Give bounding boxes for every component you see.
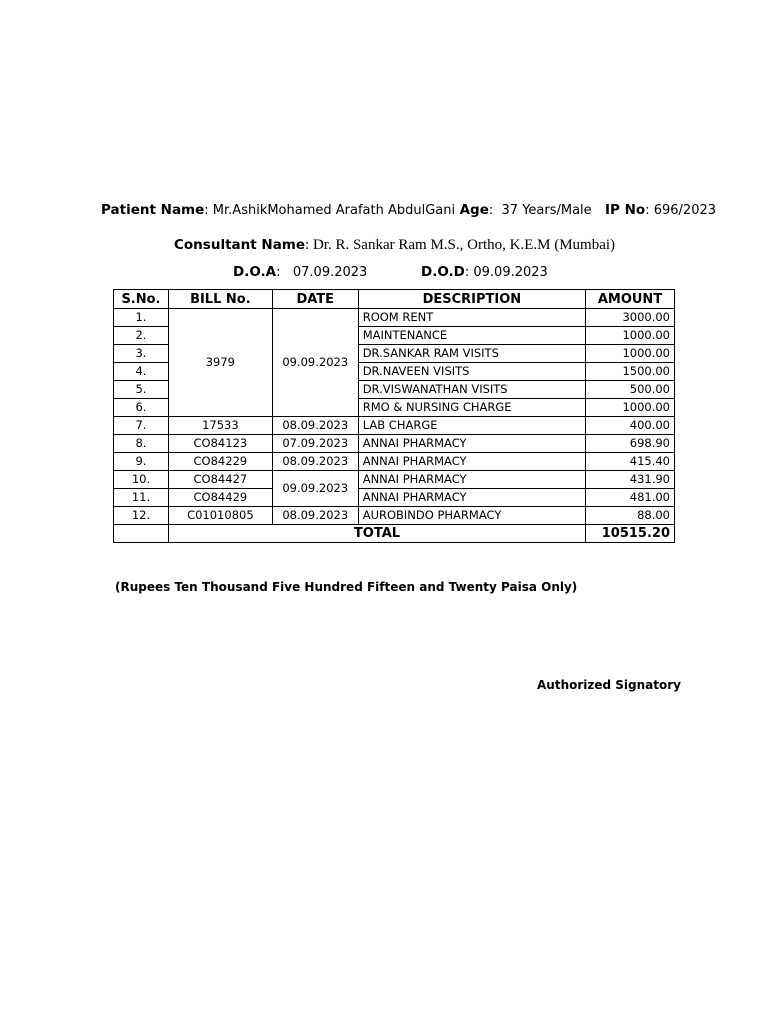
consultant-label: Consultant Name <box>174 237 306 253</box>
cell-amount: 415.40 <box>586 453 675 471</box>
table-row <box>114 507 675 525</box>
cell-sno: 7. <box>114 417 169 435</box>
cell-bill-no: 17533 <box>168 417 272 435</box>
cell-description: MAINTENANCE <box>358 327 585 345</box>
cell-description: ANNAI PHARMACY <box>358 471 585 489</box>
cell-sno: 9. <box>114 453 169 471</box>
total-value: 10515.20 <box>586 525 675 543</box>
cell-description: ROOM RENT <box>358 309 585 327</box>
table-row <box>114 417 675 435</box>
cell-sno: 2. <box>114 327 169 345</box>
total-empty-cell <box>114 525 169 543</box>
patient-name-value: Mr.AshikMohamed Arafath AbdulGani <box>212 203 456 218</box>
header-bill-no: BILL No. <box>168 290 272 309</box>
authorized-signatory: Authorized Signatory <box>537 678 681 692</box>
consultant-value: Dr. R. Sankar Ram M.S., Ortho, K.E.M (Mumbai) <box>312 237 616 253</box>
cell-sno: 11. <box>114 489 169 507</box>
cell-date: 08.09.2023 <box>272 453 358 471</box>
cell-description: DR.SANKAR RAM VISITS <box>358 345 585 363</box>
cell-amount: 1000.00 <box>586 327 675 345</box>
table-row <box>114 471 675 489</box>
cell-date: 08.09.2023 <box>272 417 358 435</box>
cell-date: 09.09.2023 <box>272 471 358 507</box>
patient-info-line: Patient Name: Mr.AshikMohamed Arafath AbdulGani Age: 37 Years/Male IP No: 696/2023 <box>101 202 717 218</box>
cell-description: ANNAI PHARMACY <box>358 453 585 471</box>
cell-amount: 3000.00 <box>586 309 675 327</box>
bill-table <box>113 289 675 543</box>
cell-date: 07.09.2023 <box>272 435 358 453</box>
dod-line: D.O.D: 09.09.2023 <box>421 264 548 280</box>
age-value: 37 Years/Male <box>501 203 592 218</box>
cell-sno: 10. <box>114 471 169 489</box>
cell-bill-no: CO84123 <box>168 435 272 453</box>
table-row <box>114 489 675 507</box>
header-sno: S.No. <box>114 290 169 309</box>
cell-description: ANNAI PHARMACY <box>358 489 585 507</box>
cell-sno: 12. <box>114 507 169 525</box>
cell-bill-no: 3979 <box>168 309 272 417</box>
consultant-line: Consultant Name: Dr. R. Sankar Ram M.S., Ortho, K.E.M (Mumbai) <box>174 237 616 253</box>
cell-amount: 88.00 <box>586 507 675 525</box>
amount-in-words: (Rupees Ten Thousand Five Hundred Fifteen and Twenty Paisa Only) <box>115 580 578 594</box>
cell-amount: 1000.00 <box>586 399 675 417</box>
cell-bill-no: CO84429 <box>168 489 272 507</box>
dod-value: 09.09.2023 <box>473 265 548 280</box>
doa-label: D.O.A <box>233 264 277 280</box>
table-row <box>114 435 675 453</box>
cell-date: 09.09.2023 <box>272 309 358 417</box>
table-row <box>114 453 675 471</box>
cell-sno: 3. <box>114 345 169 363</box>
header-description: DESCRIPTION <box>358 290 585 309</box>
cell-description: LAB CHARGE <box>358 417 585 435</box>
age-label: Age <box>459 202 489 218</box>
cell-date: 08.09.2023 <box>272 507 358 525</box>
cell-bill-no: CO84427 <box>168 471 272 489</box>
patient-name-label: Patient Name <box>101 202 205 218</box>
cell-sno: 8. <box>114 435 169 453</box>
cell-sno: 1. <box>114 309 169 327</box>
doa-value: 07.09.2023 <box>292 265 368 280</box>
cell-amount: 481.00 <box>586 489 675 507</box>
cell-description: RMO & NURSING CHARGE <box>358 399 585 417</box>
dod-label: D.O.D <box>421 264 465 280</box>
total-row <box>114 525 675 543</box>
header-amount: AMOUNT <box>586 290 675 309</box>
cell-amount: 1000.00 <box>586 345 675 363</box>
cell-description: ANNAI PHARMACY <box>358 435 585 453</box>
doa-line: D.O.A: 07.09.2023 <box>233 264 368 280</box>
cell-description: DR.NAVEEN VISITS <box>358 363 585 381</box>
ip-no-label: IP No <box>605 202 646 218</box>
ip-no-value: 696/2023 <box>653 203 717 218</box>
cell-description: AUROBINDO PHARMACY <box>358 507 585 525</box>
header-date: DATE <box>272 290 358 309</box>
cell-sno: 6. <box>114 399 169 417</box>
cell-amount: 1500.00 <box>586 363 675 381</box>
cell-sno: 5. <box>114 381 169 399</box>
cell-bill-no: C01010805 <box>168 507 272 525</box>
cell-amount: 431.90 <box>586 471 675 489</box>
total-label: TOTAL <box>168 525 585 543</box>
cell-sno: 4. <box>114 363 169 381</box>
table-row <box>114 309 675 327</box>
cell-bill-no: CO84229 <box>168 453 272 471</box>
table-header-row <box>114 290 675 309</box>
cell-amount: 500.00 <box>586 381 675 399</box>
cell-amount: 400.00 <box>586 417 675 435</box>
cell-amount: 698.90 <box>586 435 675 453</box>
cell-description: DR.VISWANATHAN VISITS <box>358 381 585 399</box>
